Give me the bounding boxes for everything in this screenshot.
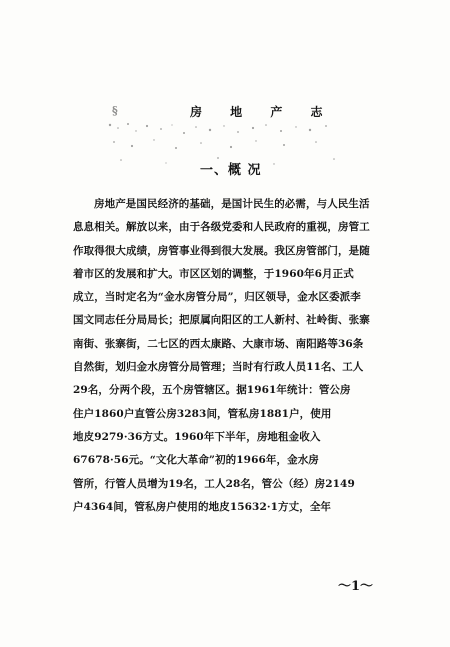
text-line: 地皮9279·36方丈。1960年下半年，房地租金收入 <box>73 430 321 443</box>
text-line: 作取得很大成绩，房管事业得到很大发展。我区房管部门，是随 <box>73 244 370 257</box>
header-left-fragment: § <box>112 104 120 117</box>
text-line: 29名，分两个段，五个房管辖区。据1961年统计：管公房 <box>73 384 351 397</box>
text-line: 息息相关。解放以来，由于各级党委和人民政府的重视，房管工 <box>73 221 370 234</box>
text-line: 67678·56元。“文化大革命”初的1966年，金水房 <box>73 454 319 467</box>
text-line: 成立，当时定名为“金水房管分局”，归区领导，金水区委派李 <box>73 291 361 304</box>
text-line: 国文同志任分局局长；把原属向阳区的工人新村、社岭街、张寨 <box>73 314 370 327</box>
section-heading: 一、概 况 <box>200 163 262 178</box>
body-paragraph <box>73 193 403 519</box>
text-line: 自然街，划归金水房管分局管理；当时有行政人员11名、工人 <box>73 361 364 374</box>
text-line: 房地产是国民经济的基础，是国计民生的必需，与人民生活 <box>94 198 370 210</box>
text-line: 南街、张寨街，二七区的西太康路、大康市场、南阳路等36条 <box>73 337 364 350</box>
page-number: ～1～ <box>338 579 374 594</box>
text-line: 户4364间，管私房户使用的地皮15632·1方丈，全年 <box>73 500 332 513</box>
text-line: 着市区的发展和扩大。市区区划的调整，于1960年6月正式 <box>73 267 354 280</box>
text-line: 住户1860户直管公房3283间，管私房1881户，使用 <box>73 407 332 420</box>
page-title: 房 地 产 志 <box>190 105 335 119</box>
text-line: 管所，行管人员增为19名，工人28名，管公（经）房2149 <box>73 477 355 490</box>
